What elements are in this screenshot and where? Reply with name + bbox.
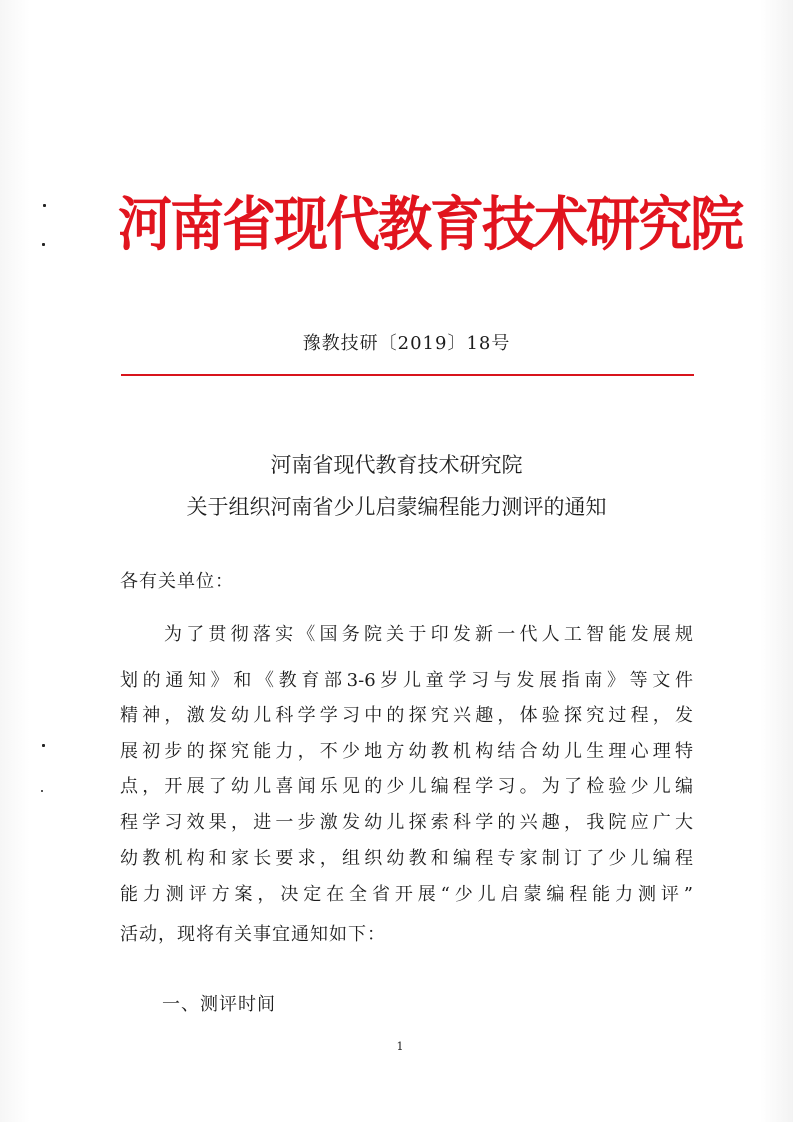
scan-speck — [41, 790, 43, 792]
page-number: 1 — [396, 1040, 404, 1053]
body-text-line: 活动，现将有关事宜通知如下： — [120, 924, 386, 945]
body-text-line: 程学习效果，进一步激发幼儿探索科学的兴趣，我院应广大 — [120, 812, 693, 833]
body-text-line: 展初步的探究能力，不少地方幼教机构结合幼儿生理心理特 — [120, 741, 693, 762]
notice-title-line-2: 关于组织河南省少儿启蒙编程能力测评的通知 — [186, 495, 607, 519]
document-number: 豫教技研〔2019〕18号 — [302, 333, 511, 354]
body-text-line: 精神，激发幼儿科学学习中的探究兴趣，体验探究过程，发 — [120, 705, 693, 726]
scan-speck — [43, 204, 46, 207]
body-text-line: 为了贯彻落实《国务院关于印发新一代人工智能发展规 — [164, 624, 693, 645]
red-divider-line — [121, 374, 694, 376]
body-text-line: 幼教机构和家长要求，组织幼教和编程专家制订了少儿编程 — [120, 848, 693, 869]
notice-title-line-1: 河南省现代教育技术研究院 — [270, 453, 523, 477]
body-text-line: 划的通知》和《教育部3-6岁儿童学习与发展指南》等文件 — [120, 670, 693, 691]
section-heading-evaluation-time: 一、测评时间 — [162, 994, 276, 1015]
scan-speck — [42, 243, 45, 246]
institution-header: 河南省现代教育技术研究院 — [118, 190, 742, 259]
body-text-line: 点，开展了幼儿喜闻乐见的少儿编程学习。为了检验少儿编 — [120, 776, 693, 797]
salutation: 各有关单位： — [120, 571, 234, 592]
body-text-line: 能力测评方案，决定在全省开展“少儿启蒙编程能力测评” — [120, 884, 693, 905]
scan-speck — [42, 744, 45, 747]
